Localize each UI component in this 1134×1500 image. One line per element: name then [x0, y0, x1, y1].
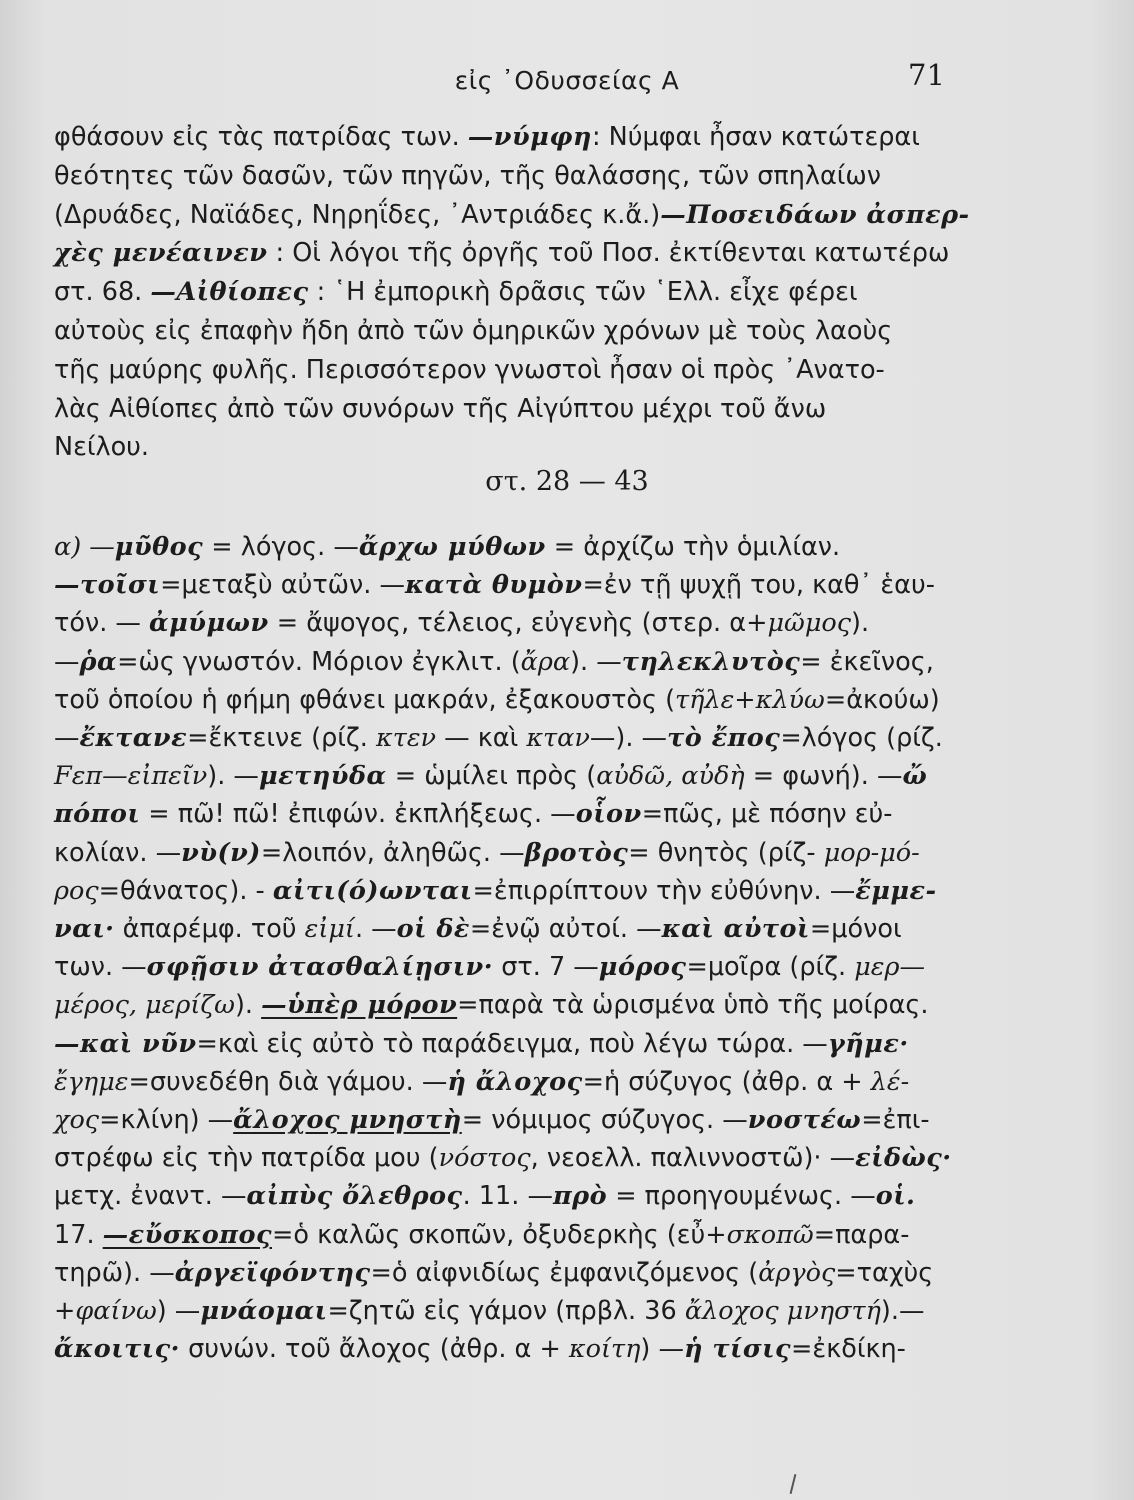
- text-run: =ἔκτεινε (ρίζ.: [187, 723, 377, 754]
- text-run: =μόνοι: [809, 914, 902, 945]
- text-run: = φωνή). —: [744, 761, 903, 792]
- italic-term: ρος: [54, 875, 99, 906]
- text-run: θεότητες τῶν δασῶν, τῶν πηγῶν, τῆς θαλάσσης, τῶν σπηλαίων: [54, 160, 882, 191]
- text-run: στρέφω εἰς τὴν πατρίδα μου (: [54, 1143, 439, 1174]
- italic-term: μῶμος: [767, 608, 852, 639]
- text-run: Νείλου.: [54, 432, 150, 463]
- headword: βροτὸς: [524, 837, 629, 868]
- section-heading: στ. 28 — 43: [485, 466, 649, 497]
- text-run: φθάσουν εἰς τὰς πατρίδας των.: [54, 122, 468, 152]
- text-run: =ὁ αἰφνιδίως ἐμφανιζόμενος (: [370, 1257, 759, 1288]
- text-run: : Νύμφαι ἦσαν κατώτεραι: [591, 122, 920, 152]
- text-run: =ζητῶ εἰς γάμον (πρβλ. 36: [327, 1296, 685, 1327]
- text-run: —: [54, 646, 80, 677]
- headword-underlined: —ὑπὲρ μόρον: [261, 990, 458, 1021]
- text-run: τόν. —: [54, 608, 150, 639]
- headword: ῥα: [79, 646, 118, 677]
- text-run: —). —: [589, 723, 668, 754]
- text-run: =λόγος (ρίζ.: [780, 723, 943, 754]
- text-run: = νόμιμος σύζυγος. —: [461, 1105, 748, 1136]
- italic-term: λέ-: [870, 1066, 910, 1097]
- text-run: τηρῶ). —: [54, 1257, 175, 1288]
- text-run: =ἀκούω): [824, 684, 940, 715]
- commentary-notes: [54, 528, 1084, 1368]
- text-line: [54, 1216, 1084, 1254]
- text-run: =κλίνη) —: [99, 1105, 234, 1136]
- text-run: (Δρυάδες, Ναϊάδες, Νηρηΐδες, ᾿Αντριάδες κ.ἄ.): [54, 199, 661, 230]
- text-line: [54, 273, 1084, 312]
- headword: ἔκτανε: [79, 723, 188, 754]
- text-run: = θνητὸς (ρίζ-: [628, 837, 824, 868]
- text-line: [54, 719, 1084, 757]
- text-run: = προηγουμένως. —: [607, 1181, 876, 1212]
- italic-term: κτεν: [376, 723, 437, 754]
- text-line: [54, 566, 1084, 604]
- text-run: =παρὰ τὰ ὡρισμένα ὑπὸ τῆς μοίρας.: [457, 990, 929, 1021]
- headword: αἰπὺς ὄλεθρος: [246, 1181, 463, 1212]
- text-line: [54, 795, 1084, 833]
- text-run: λὰς Αἰθίοπες ἀπὸ τῶν συνόρων τῆς Αἰγύπτου μέχρι τοῦ ἄνω: [54, 393, 827, 424]
- text-run: =παρα-: [813, 1219, 910, 1250]
- headword: ναι·: [54, 914, 115, 945]
- italic-term: μορ-μό-: [823, 837, 920, 868]
- headword: ἡ ἄλοχος: [447, 1066, 583, 1097]
- text-line: [54, 234, 1084, 273]
- text-run: , νεοελλ. παλιννοστῶ)· —: [530, 1143, 856, 1174]
- text-run: = ἐκεῖνος,: [800, 646, 934, 677]
- text-run: ).: [851, 608, 870, 639]
- text-run: =συνεδέθη διὰ γάμου. —: [128, 1066, 448, 1097]
- text-run: =ἡ σύζυγος (ἀθρ. α +: [582, 1066, 871, 1097]
- text-run: =θάνατος). -: [98, 875, 273, 906]
- italic-term: ἔγημε: [54, 1066, 129, 1097]
- text-run: ).—: [880, 1296, 925, 1327]
- headword: —νύμφη: [467, 122, 592, 152]
- text-line: [54, 604, 1084, 642]
- italic-term: κταν: [526, 723, 590, 754]
- text-run: — καὶ: [436, 723, 527, 754]
- running-header: εἰς ᾿Οδυσσείας Α: [454, 66, 680, 95]
- text-run: 17.: [54, 1219, 103, 1250]
- text-line: [54, 643, 1084, 681]
- text-run: = ἀρχίζω τὴν ὁμιλίαν.: [545, 532, 841, 562]
- headword: —καὶ νῦν: [54, 1028, 197, 1059]
- text-line: [54, 910, 1084, 948]
- headword: πόποι: [54, 799, 141, 830]
- text-run: . —: [354, 914, 397, 945]
- text-run: = πῶ! πῶ! ἐπιφών. ἐκπλήξεως. —: [140, 799, 576, 830]
- text-run: τῆς μαύρης φυλῆς. Περισσότερον γνωστοὶ ἦσαν οἱ πρὸς ᾿Ανατο-: [54, 354, 885, 385]
- headword: μῦθος: [114, 532, 204, 562]
- headword: ἀργεϊφόντης: [174, 1257, 371, 1288]
- text-line: [54, 196, 1084, 235]
- text-run: =μοῖρα (ρίζ.: [686, 952, 855, 983]
- text-run: ) —: [640, 1334, 684, 1365]
- text-run: =ἐνῷ αὐτοί. —: [469, 914, 662, 945]
- italic-term: σκοπῶ: [726, 1219, 814, 1250]
- text-run: —: [54, 723, 80, 754]
- text-run: ).: [234, 990, 262, 1021]
- headword: εἰδὼς·: [855, 1143, 952, 1174]
- headword: ὤ: [902, 761, 928, 792]
- headword: μόρος: [598, 952, 687, 983]
- text-line: [54, 834, 1084, 872]
- headword: τηλεκλυτὸς: [621, 646, 801, 677]
- text-run: +: [54, 1296, 76, 1327]
- italic-term: αὐδῶ, αὐδὴ: [596, 761, 745, 792]
- text-line: [54, 872, 1084, 910]
- headword: νοστέω: [747, 1105, 862, 1136]
- headword-underlined: —εὔσκοπος: [102, 1219, 272, 1250]
- text-run: ). —: [207, 761, 259, 792]
- text-run: =ταχὺς: [835, 1257, 934, 1288]
- text-line: [54, 1177, 1084, 1215]
- text-run: τοῦ ὁποίου ἡ φήμη φθάνει μακράν, ἐξακουστὸς (: [54, 684, 676, 715]
- headword: αἰτι(ό)ωνται: [272, 875, 473, 906]
- italic-term: Fεπ—εἰπεῖν: [54, 761, 208, 792]
- italic-term: ἄλοχος μνηστή: [684, 1296, 881, 1327]
- text-line: [54, 312, 1084, 351]
- text-line: [54, 986, 1084, 1024]
- italic-term: χος: [54, 1105, 100, 1136]
- italic-term: α) —: [54, 532, 115, 562]
- headword: —Αἰθίοπες: [150, 277, 309, 308]
- headword: κατὰ θυμὸν: [405, 570, 583, 601]
- headword: σφῇσιν ἀτασθαλίῃσιν·: [146, 952, 494, 983]
- headword: καὶ αὐτοὶ: [661, 914, 810, 945]
- headword: οἱ.: [875, 1181, 916, 1212]
- headword: πρὸ: [552, 1181, 608, 1212]
- headword: ἄρχω μύθων: [358, 532, 546, 562]
- headword: οἷον: [575, 799, 642, 830]
- text-line: [54, 681, 1084, 719]
- text-run: . 11. —: [462, 1181, 553, 1212]
- text-run: ). —: [570, 646, 622, 677]
- text-line: [54, 157, 1084, 196]
- text-run: ἀπαρέμφ. τοῦ: [114, 914, 305, 945]
- text-run: =λοιπόν, ἀληθῶς. —: [260, 837, 525, 868]
- text-run: κολίαν. —: [54, 837, 182, 868]
- headword: ἔμμε-: [855, 875, 937, 906]
- text-run: συνών. τοῦ ἄλοχος (ἀθρ. α +: [179, 1334, 569, 1365]
- headword: νὺ(ν): [181, 837, 261, 868]
- page-number: 71: [908, 58, 945, 92]
- text-line: [54, 1025, 1084, 1063]
- italic-term: μέρος, μερίζω: [54, 990, 235, 1021]
- text-run: =ἐν τῇ ψυχῇ του, καθ᾿ ἑαυ-: [582, 570, 935, 601]
- text-run: =μεταξὺ αὐτῶν. —: [160, 570, 405, 601]
- text-line: [54, 351, 1084, 390]
- italic-term: ἄρα: [520, 646, 571, 677]
- text-line: [54, 1101, 1084, 1139]
- headword: —τοῖσι: [54, 570, 161, 601]
- text-line: [54, 428, 1084, 467]
- text-line: [54, 1254, 1084, 1292]
- text-line: [54, 1139, 1084, 1177]
- text-line: [54, 948, 1084, 986]
- headword: οἱ δὲ: [396, 914, 470, 945]
- text-run: =ὡς γνωστόν. Μόριον ἐγκλιτ. (: [117, 646, 521, 677]
- text-run: = λόγος. —: [203, 532, 359, 562]
- italic-term: νόστος: [438, 1143, 531, 1174]
- headword: τὸ ἔπος: [667, 723, 781, 754]
- text-run: =ὁ καλῶς σκοπῶν, ὀξυδερκὴς (εὖ+: [272, 1219, 727, 1250]
- text-run: =ἐκδίκη-: [791, 1334, 906, 1365]
- text-run: στ. 68.: [54, 277, 151, 308]
- italic-term: μερ—: [854, 952, 925, 983]
- headword-underlined: ἄλοχος μνηστὴ: [233, 1105, 462, 1136]
- text-line: [54, 1063, 1084, 1101]
- stray-pen-mark: [790, 1474, 797, 1494]
- italic-term: κοίτη: [568, 1334, 641, 1365]
- text-line: [54, 118, 1084, 157]
- text-run: = ἄψογος, τέλειος, εὐγενὴς (στερ. α+: [268, 608, 768, 639]
- italic-term: φαίνω: [75, 1296, 157, 1327]
- headword: ἡ τίσις: [683, 1334, 792, 1365]
- text-run: =πῶς, μὲ πόσην εὐ-: [641, 799, 893, 830]
- text-run: : ῾Η ἐμπορικὴ δρᾶσις τῶν ῾Ελλ. εἶχε φέρει: [308, 277, 858, 308]
- headword: ἀμύμων: [149, 608, 269, 639]
- headword: γῆμε·: [827, 1028, 909, 1059]
- text-line: [54, 1292, 1084, 1330]
- text-run: =καὶ εἰς αὐτὸ τὸ παράδειγμα, ποὺ λέγω τώρα. —: [196, 1028, 828, 1059]
- text-run: στ. 7 —: [493, 952, 599, 983]
- intro-paragraph: [54, 118, 1084, 467]
- text-line: [54, 390, 1084, 429]
- italic-term: εἰμί: [304, 914, 355, 945]
- text-run: = ὡμίλει πρὸς (: [386, 761, 597, 792]
- italic-term: τῆλε+κλύω: [675, 684, 825, 715]
- text-run: αὐτοὺς εἰς ἐπαφὴν ἤδη ἀπὸ τῶν ὁμηρικῶν χρόνων μὲ τοὺς λαοὺς: [54, 315, 893, 346]
- text-run: ) —: [156, 1296, 201, 1327]
- text-line: [54, 1330, 1084, 1368]
- headword: —Ποσειδάων ἀσπερ-: [660, 199, 970, 230]
- headword: μνάομαι: [200, 1296, 328, 1327]
- text-run: =ἐπιρρίπτουν τὴν εὐθύνην. —: [472, 875, 856, 906]
- headword: χὲς μενέαινεν: [54, 238, 268, 269]
- text-line: [54, 528, 1084, 566]
- headword: μετηύδα: [258, 761, 387, 792]
- text-line: [54, 757, 1084, 795]
- text-run: : Οἱ λόγοι τῆς ὀργῆς τοῦ Ποσ. ἐκτίθενται κατωτέρω: [267, 238, 950, 269]
- headword: ἄκοιτις·: [54, 1334, 180, 1365]
- text-run: =ἐπι-: [861, 1105, 930, 1136]
- italic-term: ἀργὸς: [758, 1257, 836, 1288]
- text-run: μετχ. ἐναντ. —: [54, 1181, 247, 1212]
- text-run: των. —: [54, 952, 147, 983]
